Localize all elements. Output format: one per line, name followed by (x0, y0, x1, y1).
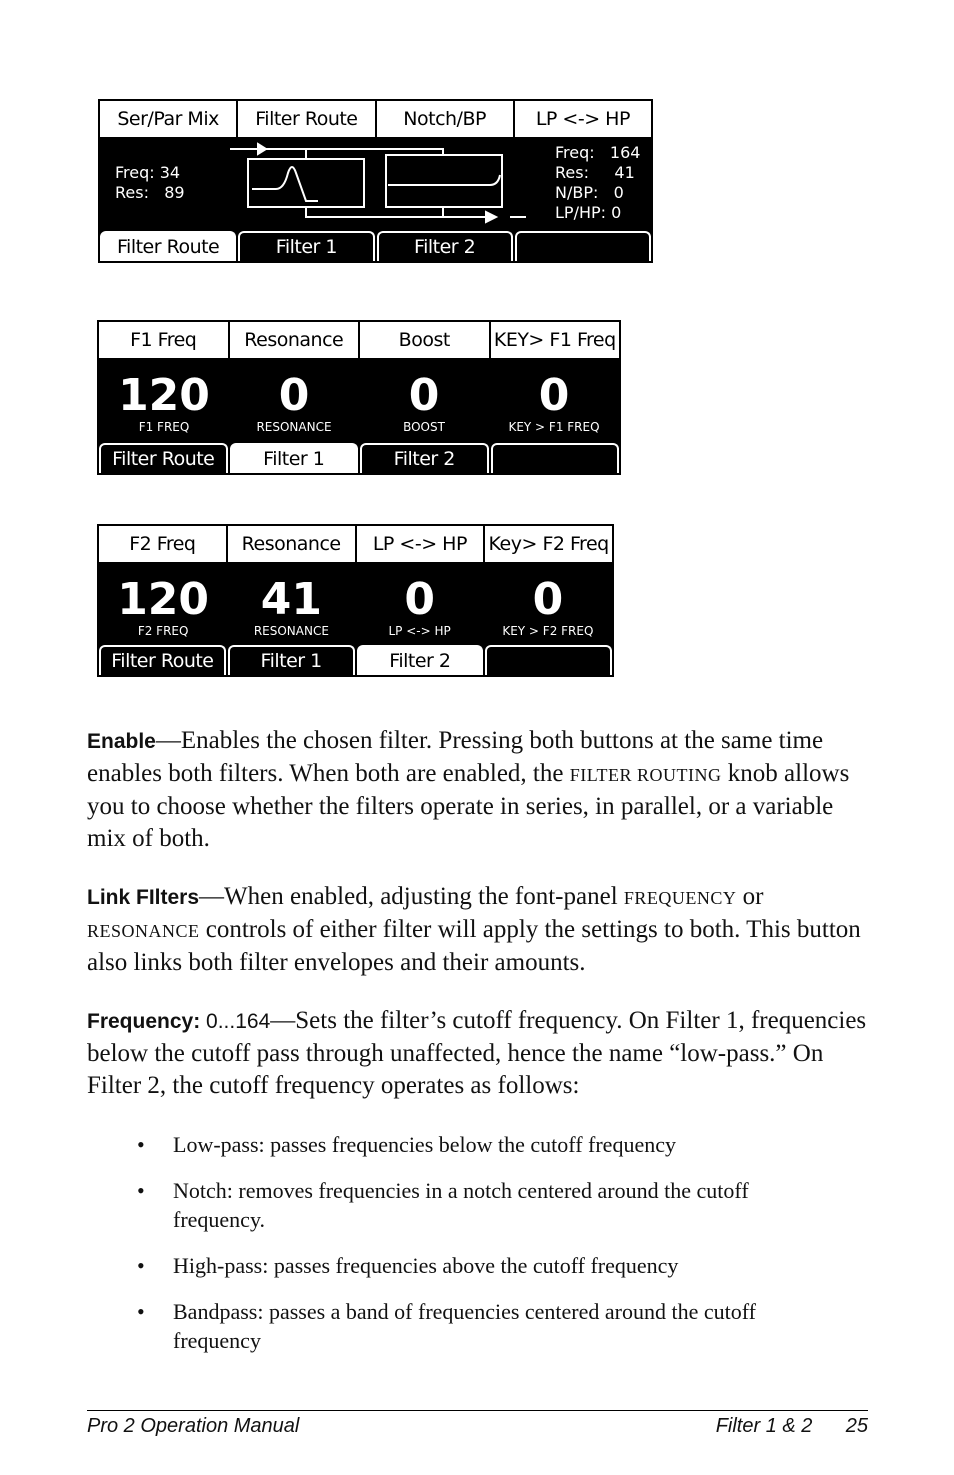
param-label: KEY > F1 FREQ (508, 420, 600, 434)
tab-filter-2[interactable]: Filter 2 (360, 443, 489, 473)
param-value: 120 (118, 370, 210, 421)
filter-tabs (99, 443, 619, 473)
param-value: 0 (408, 370, 440, 421)
parameter-values (99, 562, 612, 645)
header-boost: Boost (360, 322, 489, 358)
link-text-1: —When enabled, adjusting the font-panel (199, 883, 624, 910)
link-text-3: controls of either filter will apply the settings to both. This button also links both filter envelopes and their amounts. (87, 916, 861, 976)
tab-filter-2[interactable]: Filter 2 (377, 231, 513, 261)
param-resonance (229, 358, 359, 443)
param-label: F2 FREQ (137, 624, 189, 638)
header-filter-route: Filter Route (238, 101, 374, 137)
screen-header (99, 526, 612, 562)
header-key-f2-freq: Key> F2 Freq (485, 526, 612, 562)
header-lp-hp: LP <-> HP (357, 526, 484, 562)
parameter-values (99, 358, 619, 443)
list-item-text: Bandpass: passes a band of frequencies centered around the cutoff frequency (173, 1299, 756, 1353)
header-f2-freq: F2 Freq (99, 526, 226, 562)
header-key-f1-freq: KEY> F1 Freq (491, 322, 620, 358)
bullet-icon: • (137, 1253, 145, 1278)
param-lp-hp (356, 562, 484, 645)
list-item (137, 1251, 837, 1280)
paragraph-enable (87, 725, 877, 855)
tab-filter-1[interactable]: Filter 1 (230, 443, 359, 473)
header-resonance: Resonance (230, 322, 359, 358)
param-value: 0 (404, 574, 435, 625)
filter1-screen (97, 320, 621, 475)
list-item-text: Notch: removes frequencies in a notch centered around the cutoff frequency. (173, 1178, 749, 1232)
bullet-icon: • (137, 1299, 145, 1324)
filter2-screen (97, 524, 614, 677)
paragraph-link-filters (87, 881, 877, 979)
footer-section-page: Filter 1 & 2 25 (715, 1415, 868, 1437)
tab-filter-route[interactable]: Filter Route (99, 443, 228, 473)
enable-text-1: —Enables the chosen filter. Pressing both buttons at the same time enables both filters. When both are enabled, the (87, 727, 824, 787)
screen-header (100, 101, 651, 137)
param-value: 120 (117, 574, 210, 625)
routing-diagram (228, 139, 528, 229)
header-ser-par-mix: Ser/Par Mix (100, 101, 236, 137)
param-label: RESONANCE (253, 624, 329, 638)
tab-filter-2[interactable]: Filter 2 (357, 645, 484, 675)
param-label: F1 FREQ (138, 420, 190, 434)
resonance-smallcaps: RESONANCE (87, 921, 200, 941)
header-notch-bp: Notch/BP (377, 101, 513, 137)
frequency-text: —Sets the filter’s cutoff frequency. On Filter 1, frequencies below the cutoff pass through unaffected, hence the name “low-pass.” On Filter 2, the cutoff frequency operates as follows: (87, 1007, 867, 1099)
param-key-f1-freq (489, 358, 619, 443)
term-frequency: Frequency: (87, 1010, 201, 1033)
filter-tabs (99, 645, 612, 675)
filter-route-screen (98, 99, 653, 263)
param-key-f2-freq (484, 562, 612, 645)
tab-filter-route[interactable]: Filter Route (99, 645, 226, 675)
param-label: KEY > F2 FREQ (502, 624, 594, 638)
list-item (137, 1130, 837, 1159)
tab-filter-route[interactable]: Filter Route (100, 231, 236, 261)
term-link-filters: Link FIlters (87, 886, 200, 909)
filter-routing-smallcaps: FILTER ROUTING (569, 765, 722, 785)
term-enable: Enable (87, 730, 156, 753)
tab-filter-1[interactable]: Filter 1 (238, 231, 374, 261)
tab-empty (491, 443, 620, 473)
page-footer (87, 1410, 868, 1438)
list-item (137, 1297, 837, 1355)
param-resonance (227, 562, 355, 645)
frequency-range: 0...164 (200, 1010, 271, 1033)
param-boost (359, 358, 489, 443)
param-f2-freq (99, 562, 227, 645)
param-label: RESONANCE (256, 420, 332, 434)
filter-tabs (100, 231, 651, 261)
param-value: 41 (260, 574, 322, 625)
bullet-icon: • (137, 1178, 145, 1203)
filter1-info: Freq: 34 Res: 89 (115, 163, 185, 202)
footer-manual-title: Pro 2 Operation Manual (87, 1415, 300, 1437)
param-value: 0 (532, 574, 564, 625)
filter-mode-list (137, 1130, 837, 1355)
list-item-text: High-pass: passes frequencies above the cutoff frequency (173, 1253, 679, 1278)
param-f1-freq (99, 358, 229, 443)
enable-text-2: knob allows you to choose whether the filters operate in series, in parallel, or a variable mix of both. (87, 760, 850, 852)
tab-filter-1[interactable]: Filter 1 (228, 645, 355, 675)
link-text-2: or (736, 883, 764, 910)
screen-header (99, 322, 619, 358)
paragraph-frequency (87, 1005, 877, 1102)
header-f1-freq: F1 Freq (99, 322, 228, 358)
filter2-info: Freq: 164 Res: 41 N/BP: 0 LP/HP: 0 (555, 143, 641, 222)
param-value: 0 (538, 370, 570, 421)
param-value: 0 (278, 370, 310, 421)
param-label: LP <-> HP (388, 624, 451, 638)
tab-empty (515, 231, 651, 261)
param-label: BOOST (403, 420, 445, 434)
tab-empty (485, 645, 612, 675)
list-item-text: Low-pass: passes frequencies below the cutoff frequency (173, 1132, 676, 1157)
bullet-icon: • (137, 1132, 145, 1157)
frequency-smallcaps: FREQUENCY (623, 888, 737, 908)
header-lp-hp: LP <-> HP (515, 101, 651, 137)
list-item (137, 1176, 837, 1234)
header-resonance: Resonance (228, 526, 355, 562)
